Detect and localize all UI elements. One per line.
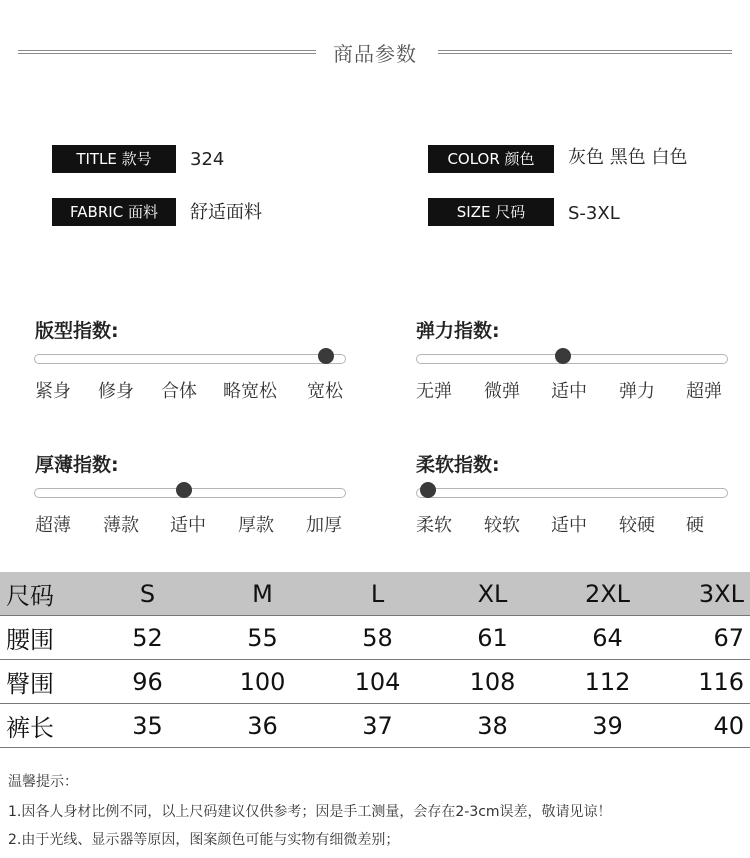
table-header-cell: 2XL (550, 572, 665, 616)
table-row (0, 660, 750, 704)
thickness-index-title: 厚薄指数: (35, 454, 119, 476)
fit-index-track (34, 354, 346, 364)
thickness-option: 超薄 (35, 515, 71, 536)
table-cell: 臀围 (0, 660, 90, 704)
fit-index-title: 版型指数: (35, 320, 119, 342)
stretch-option: 无弹 (416, 381, 452, 402)
table-cell: 61 (435, 616, 550, 660)
color-value: 灰色 黑色 白色 (568, 147, 688, 168)
table-cell: 35 (90, 704, 205, 748)
thickness-index-knob (176, 482, 192, 498)
table-cell: 96 (90, 660, 205, 704)
size-value: S-3XL (568, 203, 620, 224)
thickness-option: 适中 (170, 515, 206, 536)
fabric-label: FABRIC 面料 (52, 198, 176, 226)
table-header-cell: L (320, 572, 435, 616)
fit-option: 略宽松 (223, 381, 277, 402)
fit-option: 修身 (98, 381, 134, 402)
title-value: 324 (190, 149, 225, 170)
table-cell: 36 (205, 704, 320, 748)
table-row (0, 704, 750, 748)
notes-heading: 温馨提示： (8, 774, 78, 790)
title-label: TITLE 款号 (52, 145, 176, 173)
table-header-row (0, 572, 750, 616)
thickness-option: 厚款 (238, 515, 274, 536)
table-cell: 40 (665, 704, 750, 748)
table-cell: 37 (320, 704, 435, 748)
table-cell: 52 (90, 616, 205, 660)
table-cell: 112 (550, 660, 665, 704)
table-cell: 64 (550, 616, 665, 660)
table-cell: 58 (320, 616, 435, 660)
size-table (0, 572, 750, 748)
fit-option: 紧身 (35, 381, 71, 402)
section-title: 商品参数 (333, 42, 417, 66)
softness-option: 较软 (484, 515, 520, 536)
color-label: COLOR 颜色 (428, 145, 554, 173)
table-header-cell: 3XL (665, 572, 750, 616)
table-cell: 腰围 (0, 616, 90, 660)
table-cell: 39 (550, 704, 665, 748)
stretch-option: 微弹 (484, 381, 520, 402)
thickness-option: 薄款 (103, 515, 139, 536)
table-cell: 108 (435, 660, 550, 704)
softness-option: 硬 (686, 515, 704, 536)
fit-index-knob (318, 348, 334, 364)
table-header-cell: 尺码 (0, 572, 90, 616)
table-cell: 100 (205, 660, 320, 704)
table-row (0, 616, 750, 660)
softness-option: 柔软 (416, 515, 452, 536)
notes-line-2: 2.由于光线、显示器等原因，图案颜色可能与实物有细微差别； (8, 832, 400, 848)
stretch-index-knob (555, 348, 571, 364)
table-cell: 38 (435, 704, 550, 748)
stretch-option: 超弹 (686, 381, 722, 402)
stretch-option: 适中 (551, 381, 587, 402)
header-rule-right (438, 50, 732, 54)
softness-index-track (416, 488, 728, 498)
thickness-option: 加厚 (306, 515, 342, 536)
stretch-option: 弹力 (619, 381, 655, 402)
notes-line-1: 1.因各人身材比例不同，以上尺码建议仅供参考；因是手工测量，会存在2-3cm误差，敬请见谅！ (8, 804, 612, 820)
fit-option: 合体 (161, 381, 197, 402)
table-cell: 104 (320, 660, 435, 704)
table-cell: 67 (665, 616, 750, 660)
table-cell: 116 (665, 660, 750, 704)
fabric-value: 舒适面料 (190, 202, 262, 223)
stretch-index-title: 弹力指数: (416, 320, 500, 342)
table-header-cell: M (205, 572, 320, 616)
table-cell: 裤长 (0, 704, 90, 748)
softness-option: 较硬 (619, 515, 655, 536)
table-header-cell: S (90, 572, 205, 616)
softness-option: 适中 (551, 515, 587, 536)
size-label: SIZE 尺码 (428, 198, 554, 226)
table-cell: 55 (205, 616, 320, 660)
stretch-index-track (416, 354, 728, 364)
table-header-cell: XL (435, 572, 550, 616)
fit-option: 宽松 (307, 381, 343, 402)
softness-index-title: 柔软指数: (416, 454, 500, 476)
softness-index-knob (420, 482, 436, 498)
